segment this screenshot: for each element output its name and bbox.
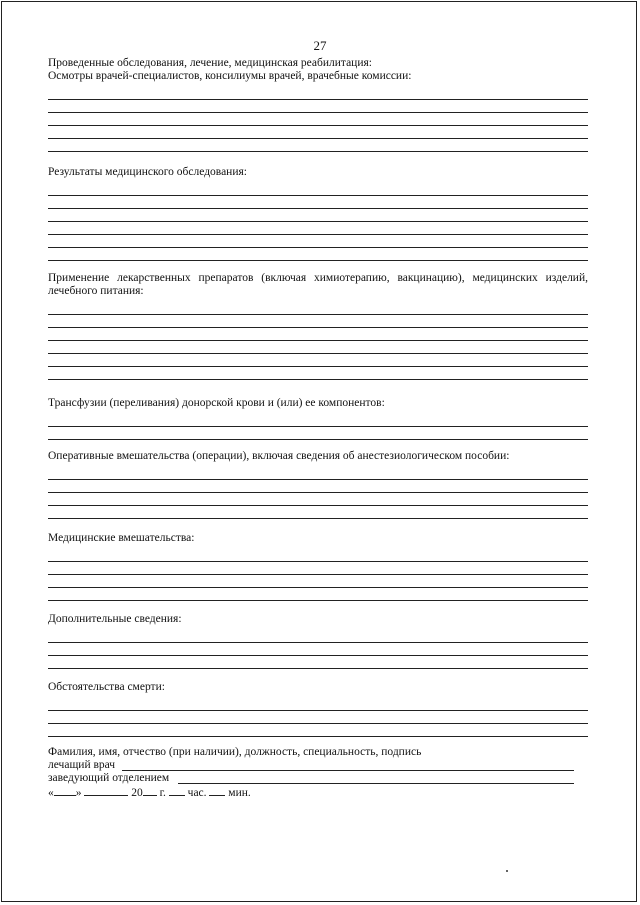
exams-lines[interactable] — [48, 87, 588, 152]
blank-line[interactable] — [48, 467, 588, 480]
results-lines[interactable] — [48, 183, 588, 261]
day-field[interactable] — [54, 785, 76, 796]
blank-line[interactable] — [48, 100, 588, 113]
blank-line[interactable] — [48, 341, 588, 354]
blank-line[interactable] — [48, 222, 588, 235]
blank-line[interactable] — [48, 328, 588, 341]
drugs-lines[interactable] — [48, 302, 588, 380]
section-title-interventions: Медицинские вмешательства: — [48, 532, 195, 544]
year-field[interactable] — [143, 785, 157, 796]
interventions-lines[interactable] — [48, 549, 588, 601]
blank-line[interactable] — [48, 427, 588, 440]
blank-line[interactable] — [48, 562, 588, 575]
blank-line[interactable] — [48, 480, 588, 493]
blank-line[interactable] — [48, 139, 588, 152]
blank-line[interactable] — [48, 315, 588, 328]
blank-line[interactable] — [48, 354, 588, 367]
blank-line[interactable] — [48, 698, 588, 711]
head-of-department-label: заведующий отделением — [48, 772, 170, 784]
blank-line[interactable] — [48, 248, 588, 261]
blank-line[interactable] — [48, 183, 588, 196]
blank-line[interactable] — [48, 113, 588, 126]
section-title-surgery: Оперативные вмешательства (операции), включая сведения об анестезиологическом пособии: — [48, 450, 510, 462]
transfusion-lines[interactable] — [48, 414, 588, 440]
blank-line[interactable] — [48, 235, 588, 248]
section-title-exams: Осмотры врачей-специалистов, консилиумы врачей, врачебные комиссии: — [48, 70, 412, 82]
attending-doctor-row — [48, 759, 588, 772]
blank-line[interactable] — [48, 711, 588, 724]
blank-line[interactable] — [48, 724, 588, 737]
scan-speck — [506, 870, 508, 872]
signature-header: Фамилия, имя, отчество (при наличии), должность, специальность, подпись — [48, 746, 422, 758]
death-lines[interactable] — [48, 698, 588, 737]
section-interventions — [48, 532, 588, 601]
blank-line[interactable] — [48, 196, 588, 209]
section-results — [48, 166, 588, 261]
close-quote: » — [75, 787, 82, 799]
section-title-procedures: Проведенные обследования, лечение, медицинская реабилитация: — [48, 57, 372, 69]
blank-line[interactable] — [48, 209, 588, 222]
blank-line[interactable] — [48, 506, 588, 519]
blank-line[interactable] — [48, 493, 588, 506]
blank-line[interactable] — [48, 588, 588, 601]
section-title-death: Обстоятельства смерти: — [48, 681, 165, 693]
blank-line[interactable] — [48, 414, 588, 427]
section-title-additional: Дополнительные сведения: — [48, 613, 182, 625]
year-suffix: г. — [159, 787, 166, 799]
head-of-department-row — [48, 772, 588, 785]
blank-line[interactable] — [48, 126, 588, 139]
section-title-drugs: Применение лекарственных препаратов (включая химиотерапию, вакцинацию), медицинских изделий, лечебного питания: — [48, 272, 588, 297]
hours-field[interactable] — [169, 785, 185, 796]
blank-line[interactable] — [48, 87, 588, 100]
section-transfusion — [48, 397, 588, 440]
minutes-label: мин. — [228, 787, 251, 799]
page-number: 27 — [313, 38, 327, 53]
section-title-transfusion: Трансфузии (переливания) донорской крови и (или) ее компонентов: — [48, 397, 385, 409]
section-death — [48, 681, 588, 737]
blank-line[interactable] — [48, 549, 588, 562]
attending-doctor-field[interactable] — [122, 770, 574, 771]
section-additional — [48, 613, 588, 669]
head-of-department-field[interactable] — [178, 783, 574, 784]
section-exams — [48, 57, 588, 152]
date-time-row — [48, 785, 588, 800]
blank-line[interactable] — [48, 302, 588, 315]
blank-line[interactable] — [48, 643, 588, 656]
open-quote: « — [48, 787, 54, 799]
blank-line[interactable] — [48, 367, 588, 380]
section-surgery — [48, 450, 588, 519]
section-drugs — [48, 272, 588, 380]
additional-lines[interactable] — [48, 630, 588, 669]
blank-line[interactable] — [48, 630, 588, 643]
blank-line[interactable] — [48, 575, 588, 588]
attending-doctor-label: лечащий врач — [48, 759, 116, 771]
blank-line[interactable] — [48, 656, 588, 669]
section-title-results: Результаты медицинского обследования: — [48, 166, 247, 178]
month-field[interactable] — [84, 785, 128, 796]
surgery-lines[interactable] — [48, 467, 588, 519]
hours-label: час. — [187, 787, 207, 799]
signature-block — [48, 746, 588, 800]
century-text: 20 — [131, 787, 143, 799]
minutes-field[interactable] — [209, 785, 225, 796]
